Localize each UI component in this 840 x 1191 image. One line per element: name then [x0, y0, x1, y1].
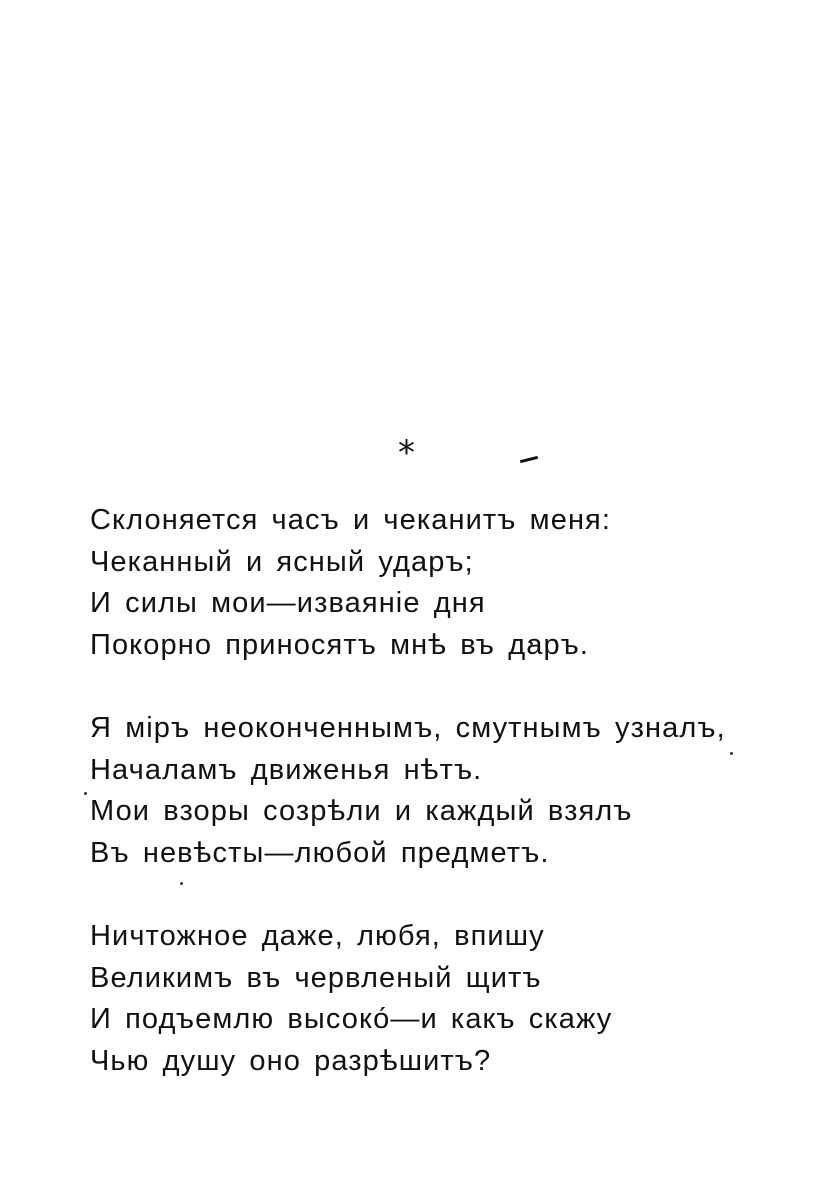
section-asterisk: *: [398, 433, 415, 473]
poem-line: Въ невѣсты—любой предметъ.: [90, 836, 550, 869]
poem-line: Я мiръ неоконченнымъ, смутнымъ узналъ,: [90, 712, 726, 744]
poem-line: Чеканный и ясный ударъ;: [90, 545, 474, 578]
print-speck: [84, 792, 87, 795]
poem-line: Мои взоры созрѣли и каждый взялъ: [90, 795, 633, 827]
poem-line: Великимъ въ червленый щитъ: [90, 961, 542, 994]
stanza-1: [90, 500, 820, 666]
poem-line: Ничтожное даже, любя, впишу: [90, 920, 545, 952]
poem-line: Началамъ движенья нѣтъ.: [90, 753, 483, 786]
poem: [90, 500, 820, 1124]
poem-line: И подъемлю высоко́—и какъ скажу: [90, 1003, 613, 1035]
poem-line: Склоняется часъ и чеканитъ меня:: [90, 504, 612, 536]
poem-line: Покорно приносятъ мнѣ въ даръ.: [90, 628, 590, 661]
stanza-3: [90, 916, 820, 1082]
poem-line: И силы мои—изваянiе дня: [90, 587, 486, 619]
stanza-2: [90, 708, 820, 874]
print-mark: [520, 456, 538, 463]
poem-line: Чью душу оно разрѣшитъ?: [90, 1044, 492, 1077]
